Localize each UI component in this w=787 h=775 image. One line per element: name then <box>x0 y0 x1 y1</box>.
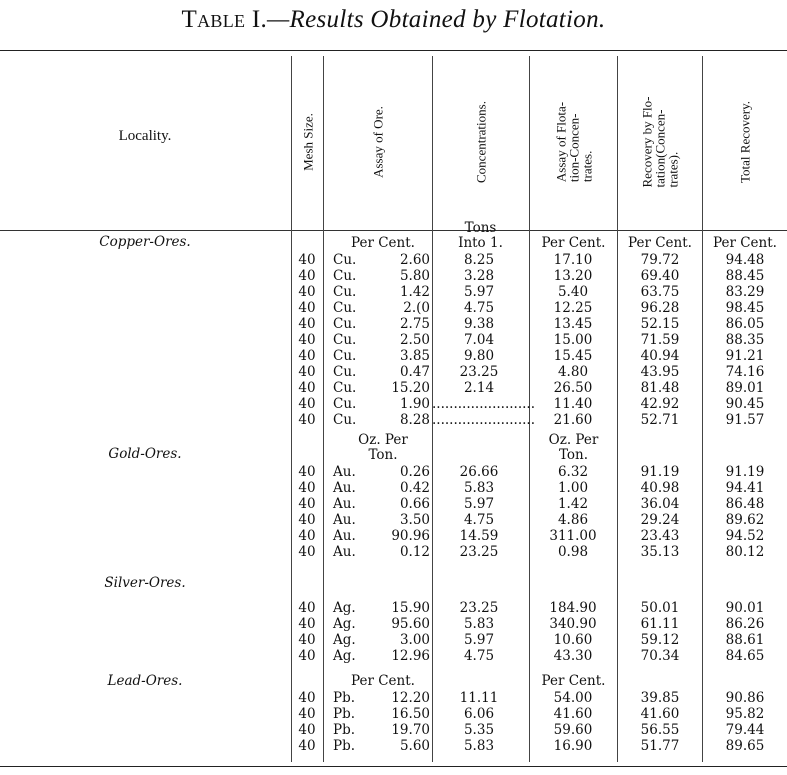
concentration-value: 6.06 <box>463 706 495 722</box>
mesh-size-cell: 40 <box>298 632 316 648</box>
total-recovery-value: 94.41 <box>725 480 765 496</box>
table-row <box>0 316 787 332</box>
table-title-text: —Results Obtained by Flotation. <box>267 6 606 33</box>
assay-concentrate-value: 15.45 <box>553 348 593 364</box>
assay-value: 2.(0 <box>403 300 430 316</box>
mesh-size-cell: 40 <box>298 528 316 544</box>
total-recovery-value: 74.16 <box>725 364 765 380</box>
mesh-size-cell: 40 <box>298 332 316 348</box>
mesh-size-cell: 40 <box>298 300 316 316</box>
element-symbol: Au. <box>333 544 356 560</box>
element-symbol: Pb. <box>333 738 356 754</box>
recovery-value: 41.60 <box>640 706 680 722</box>
total-recovery-value: 98.45 <box>725 300 765 316</box>
table-row <box>0 480 787 496</box>
unit-label: Oz. Per Ton. <box>358 432 408 463</box>
mesh-size-cell: 40 <box>298 512 316 528</box>
assay-value: 2.50 <box>399 332 430 348</box>
assay-concentrate-value: 4.86 <box>557 512 589 528</box>
table-row <box>0 364 787 380</box>
mesh-size-cell: 40 <box>298 600 316 616</box>
mesh-size-cell: 40 <box>298 706 316 722</box>
unit-label: Per Cent. <box>628 235 692 251</box>
total-recovery-value: 79.44 <box>725 722 765 738</box>
total-recovery-value: 88.61 <box>725 632 765 648</box>
mesh-size-cell: 40 <box>298 544 316 560</box>
mesh-size-cell: 40 <box>298 396 316 412</box>
assay-concentrate-value: 59.60 <box>553 722 593 738</box>
assay-value: 1.90 <box>399 396 430 412</box>
concentration-value: 9.38 <box>463 316 495 332</box>
table-row <box>0 616 787 632</box>
assay-value: 3.50 <box>399 512 430 528</box>
assay-concentrate-value: 15.00 <box>553 332 593 348</box>
table-row <box>0 722 787 738</box>
recovery-value: 39.85 <box>640 690 680 706</box>
assay-value: 8.28 <box>399 412 430 428</box>
assay-concentrate-value: 41.60 <box>553 706 593 722</box>
element-symbol: Cu. <box>333 316 357 332</box>
recovery-value: 40.98 <box>640 480 680 496</box>
unit-label: Tons Into 1. <box>458 220 503 251</box>
table-row <box>0 412 787 428</box>
table-row <box>0 544 787 560</box>
header-rule <box>0 230 787 231</box>
element-symbol: Cu. <box>333 412 357 428</box>
unit-label: Per Cent. <box>541 673 606 689</box>
element-symbol: Au. <box>333 464 356 480</box>
table-row <box>0 512 787 528</box>
mesh-size-cell: 40 <box>298 268 316 284</box>
assay-concentrate-value: 5.40 <box>557 284 589 300</box>
assay-value: 15.90 <box>391 600 430 616</box>
mesh-size-cell: 40 <box>298 722 316 738</box>
recovery-value: 42.92 <box>640 396 680 412</box>
assay-value: 0.12 <box>399 544 430 560</box>
recovery-value: 71.59 <box>640 332 680 348</box>
recovery-value: 69.40 <box>640 268 680 284</box>
concentration-value: 5.83 <box>463 738 495 754</box>
table-row <box>0 496 787 512</box>
total-recovery-value: 83.29 <box>725 284 765 300</box>
table-row <box>0 300 787 316</box>
concentration-value: 5.97 <box>463 284 495 300</box>
header-concentrations: Concentrations. <box>473 101 489 183</box>
table-row <box>0 738 787 754</box>
recovery-value: 61.11 <box>640 616 680 632</box>
header-total-recovery: Total Recovery. <box>737 101 753 183</box>
assay-value: 12.20 <box>391 690 430 706</box>
assay-value: 15.20 <box>391 380 430 396</box>
mesh-size-cell: 40 <box>298 284 316 300</box>
element-symbol: Pb. <box>333 706 356 722</box>
total-recovery-value: 91.21 <box>725 348 765 364</box>
assay-concentrate-value: 184.90 <box>549 600 597 616</box>
table-row <box>0 690 787 706</box>
mesh-size-cell: 40 <box>298 380 316 396</box>
total-recovery-value: 89.01 <box>725 380 765 396</box>
mesh-size-cell: 40 <box>298 316 316 332</box>
table-row <box>0 464 787 480</box>
unit-label: Per Cent. <box>541 235 606 251</box>
recovery-value: 56.55 <box>640 722 680 738</box>
assay-concentrate-value: 54.00 <box>553 690 593 706</box>
element-symbol: Cu. <box>333 380 357 396</box>
table-row <box>0 284 787 300</box>
table-row <box>0 528 787 544</box>
table-row <box>0 268 787 284</box>
concentration-value: 4.75 <box>463 300 495 316</box>
header-locality: Locality. <box>118 128 172 144</box>
unit-label: Per Cent. <box>351 673 415 689</box>
assay-value: 90.96 <box>391 528 430 544</box>
section-heading: Copper-Ores. <box>99 234 191 250</box>
table-row <box>0 332 787 348</box>
total-recovery-value: 90.86 <box>725 690 765 706</box>
total-recovery-value: 95.82 <box>725 706 765 722</box>
assay-value: 3.85 <box>399 348 430 364</box>
assay-concentrate-value: 17.10 <box>553 252 593 268</box>
element-symbol: Au. <box>333 496 356 512</box>
mesh-size-cell: 40 <box>298 648 316 664</box>
table-row <box>0 348 787 364</box>
assay-value: 2.60 <box>399 252 430 268</box>
recovery-value: 35.13 <box>640 544 680 560</box>
concentration-value: ........................ <box>432 396 535 412</box>
mesh-size-cell: 40 <box>298 690 316 706</box>
concentration-value: 23.25 <box>459 544 499 560</box>
concentration-value: 26.66 <box>459 464 499 480</box>
total-recovery-value: 88.35 <box>725 332 765 348</box>
mesh-size-cell: 40 <box>298 480 316 496</box>
header-assay-of-ore: Assay of Ore. <box>370 106 386 178</box>
total-recovery-value: 90.45 <box>725 396 765 412</box>
total-recovery-value: 89.62 <box>725 512 765 528</box>
total-recovery-value: 89.65 <box>725 738 765 754</box>
concentration-value: 11.11 <box>459 690 499 706</box>
table-row <box>0 252 787 268</box>
concentration-value: ........................ <box>432 412 535 428</box>
assay-concentrate-value: 311.00 <box>549 528 597 544</box>
header-assay-of-concentrates: Assay of Flota- tion-Concen- trates. <box>553 101 594 183</box>
total-recovery-value: 86.05 <box>725 316 765 332</box>
mesh-size-cell: 40 <box>298 412 316 428</box>
table-title <box>0 6 787 34</box>
table-title-prefix: Table I. <box>181 6 268 33</box>
unit-label: Per Cent. <box>351 235 415 251</box>
assay-value: 0.47 <box>399 364 430 380</box>
recovery-value: 40.94 <box>640 348 680 364</box>
assay-concentrate-value: 4.80 <box>557 364 589 380</box>
assay-value: 95.60 <box>391 616 430 632</box>
recovery-value: 51.77 <box>640 738 680 754</box>
total-recovery-value: 94.48 <box>725 252 765 268</box>
assay-value: 2.75 <box>399 316 430 332</box>
table-row <box>0 600 787 616</box>
assay-concentrate-value: 12.25 <box>553 300 593 316</box>
recovery-value: 70.34 <box>640 648 680 664</box>
element-symbol: Pb. <box>333 722 356 738</box>
recovery-value: 29.24 <box>640 512 680 528</box>
assay-value: 0.42 <box>399 480 430 496</box>
assay-value: 5.60 <box>399 738 430 754</box>
element-symbol: Au. <box>333 512 356 528</box>
element-symbol: Cu. <box>333 284 357 300</box>
total-recovery-value: 88.45 <box>725 268 765 284</box>
mesh-size-cell: 40 <box>298 252 316 268</box>
total-recovery-value: 80.12 <box>725 544 765 560</box>
concentration-value: 5.83 <box>463 480 495 496</box>
total-recovery-value: 91.57 <box>725 412 765 428</box>
element-symbol: Au. <box>333 528 356 544</box>
recovery-value: 63.75 <box>640 284 680 300</box>
element-symbol: Cu. <box>333 348 357 364</box>
element-symbol: Ag. <box>333 616 356 632</box>
assay-value: 0.66 <box>399 496 430 512</box>
concentration-value: 8.25 <box>463 252 495 268</box>
recovery-value: 23.43 <box>640 528 680 544</box>
section-heading: Lead-Ores. <box>107 673 183 689</box>
top-rule <box>0 50 787 51</box>
total-recovery-value: 84.65 <box>725 648 765 664</box>
element-symbol: Cu. <box>333 396 357 412</box>
element-symbol: Cu. <box>333 300 357 316</box>
assay-concentrate-value: 1.42 <box>557 496 589 512</box>
section-heading: Silver-Ores. <box>104 575 186 591</box>
assay-concentrate-value: 43.30 <box>553 648 593 664</box>
mesh-size-cell: 40 <box>298 738 316 754</box>
concentration-value: 14.59 <box>459 528 499 544</box>
assay-concentrate-value: 6.32 <box>557 464 589 480</box>
element-symbol: Cu. <box>333 252 357 268</box>
total-recovery-value: 86.26 <box>725 616 765 632</box>
recovery-value: 79.72 <box>640 252 680 268</box>
recovery-value: 81.48 <box>640 380 680 396</box>
mesh-size-cell: 40 <box>298 348 316 364</box>
assay-concentrate-value: 11.40 <box>553 396 593 412</box>
total-recovery-value: 90.01 <box>725 600 765 616</box>
element-symbol: Pb. <box>333 690 356 706</box>
recovery-value: 43.95 <box>640 364 680 380</box>
bottom-rule <box>0 766 787 767</box>
assay-concentrate-value: 13.20 <box>553 268 593 284</box>
assay-value: 1.42 <box>399 284 430 300</box>
assay-concentrate-value: 13.45 <box>553 316 593 332</box>
assay-concentrate-value: 340.90 <box>549 616 597 632</box>
assay-concentrate-value: 0.98 <box>557 544 589 560</box>
header-mesh-size: Mesh Size. <box>300 113 315 171</box>
concentration-value: 7.04 <box>463 332 495 348</box>
concentration-value: 23.25 <box>459 364 499 380</box>
assay-value: 5.80 <box>399 268 430 284</box>
recovery-value: 50.01 <box>640 600 680 616</box>
element-symbol: Ag. <box>333 600 356 616</box>
section-heading: Gold-Ores. <box>108 446 182 462</box>
concentration-value: 4.75 <box>463 648 495 664</box>
concentration-value: 3.28 <box>463 268 495 284</box>
assay-value: 16.50 <box>391 706 430 722</box>
concentration-value: 2.14 <box>463 380 495 396</box>
mesh-size-cell: 40 <box>298 364 316 380</box>
recovery-value: 52.15 <box>640 316 680 332</box>
element-symbol: Ag. <box>333 632 356 648</box>
mesh-size-cell: 40 <box>298 616 316 632</box>
concentration-value: 5.35 <box>463 722 495 738</box>
assay-value: 3.00 <box>399 632 430 648</box>
recovery-value: 96.28 <box>640 300 680 316</box>
concentration-value: 23.25 <box>459 600 499 616</box>
assay-concentrate-value: 10.60 <box>553 632 593 648</box>
assay-value: 19.70 <box>391 722 430 738</box>
total-recovery-value: 94.52 <box>725 528 765 544</box>
element-symbol: Cu. <box>333 268 357 284</box>
table-row <box>0 632 787 648</box>
concentration-value: 9.80 <box>463 348 495 364</box>
mesh-size-cell: 40 <box>298 496 316 512</box>
assay-concentrate-value: 1.00 <box>557 480 589 496</box>
total-recovery-value: 86.48 <box>725 496 765 512</box>
element-symbol: Cu. <box>333 364 357 380</box>
concentration-value: 4.75 <box>463 512 495 528</box>
element-symbol: Ag. <box>333 648 356 664</box>
assay-concentrate-value: 16.90 <box>553 738 593 754</box>
table-row <box>0 706 787 722</box>
assay-value: 0.26 <box>399 464 430 480</box>
table-row <box>0 648 787 664</box>
unit-label: Oz. Per Ton. <box>548 432 599 463</box>
concentration-value: 5.83 <box>463 616 495 632</box>
header-recovery-by-flotation: Recovery by Flo- tation(Concen- trates). <box>639 96 681 188</box>
recovery-value: 36.04 <box>640 496 680 512</box>
assay-concentrate-value: 21.60 <box>553 412 593 428</box>
concentration-value: 5.97 <box>463 496 495 512</box>
unit-label: Per Cent. <box>713 235 777 251</box>
mesh-size-cell: 40 <box>298 464 316 480</box>
assay-concentrate-value: 26.50 <box>553 380 593 396</box>
element-symbol: Cu. <box>333 332 357 348</box>
recovery-value: 59.12 <box>640 632 680 648</box>
total-recovery-value: 91.19 <box>725 464 765 480</box>
element-symbol: Au. <box>333 480 356 496</box>
concentration-value: 5.97 <box>463 632 495 648</box>
table-row <box>0 380 787 396</box>
recovery-value: 91.19 <box>640 464 680 480</box>
assay-value: 12.96 <box>391 648 430 664</box>
table-row <box>0 396 787 412</box>
recovery-value: 52.71 <box>640 412 680 428</box>
